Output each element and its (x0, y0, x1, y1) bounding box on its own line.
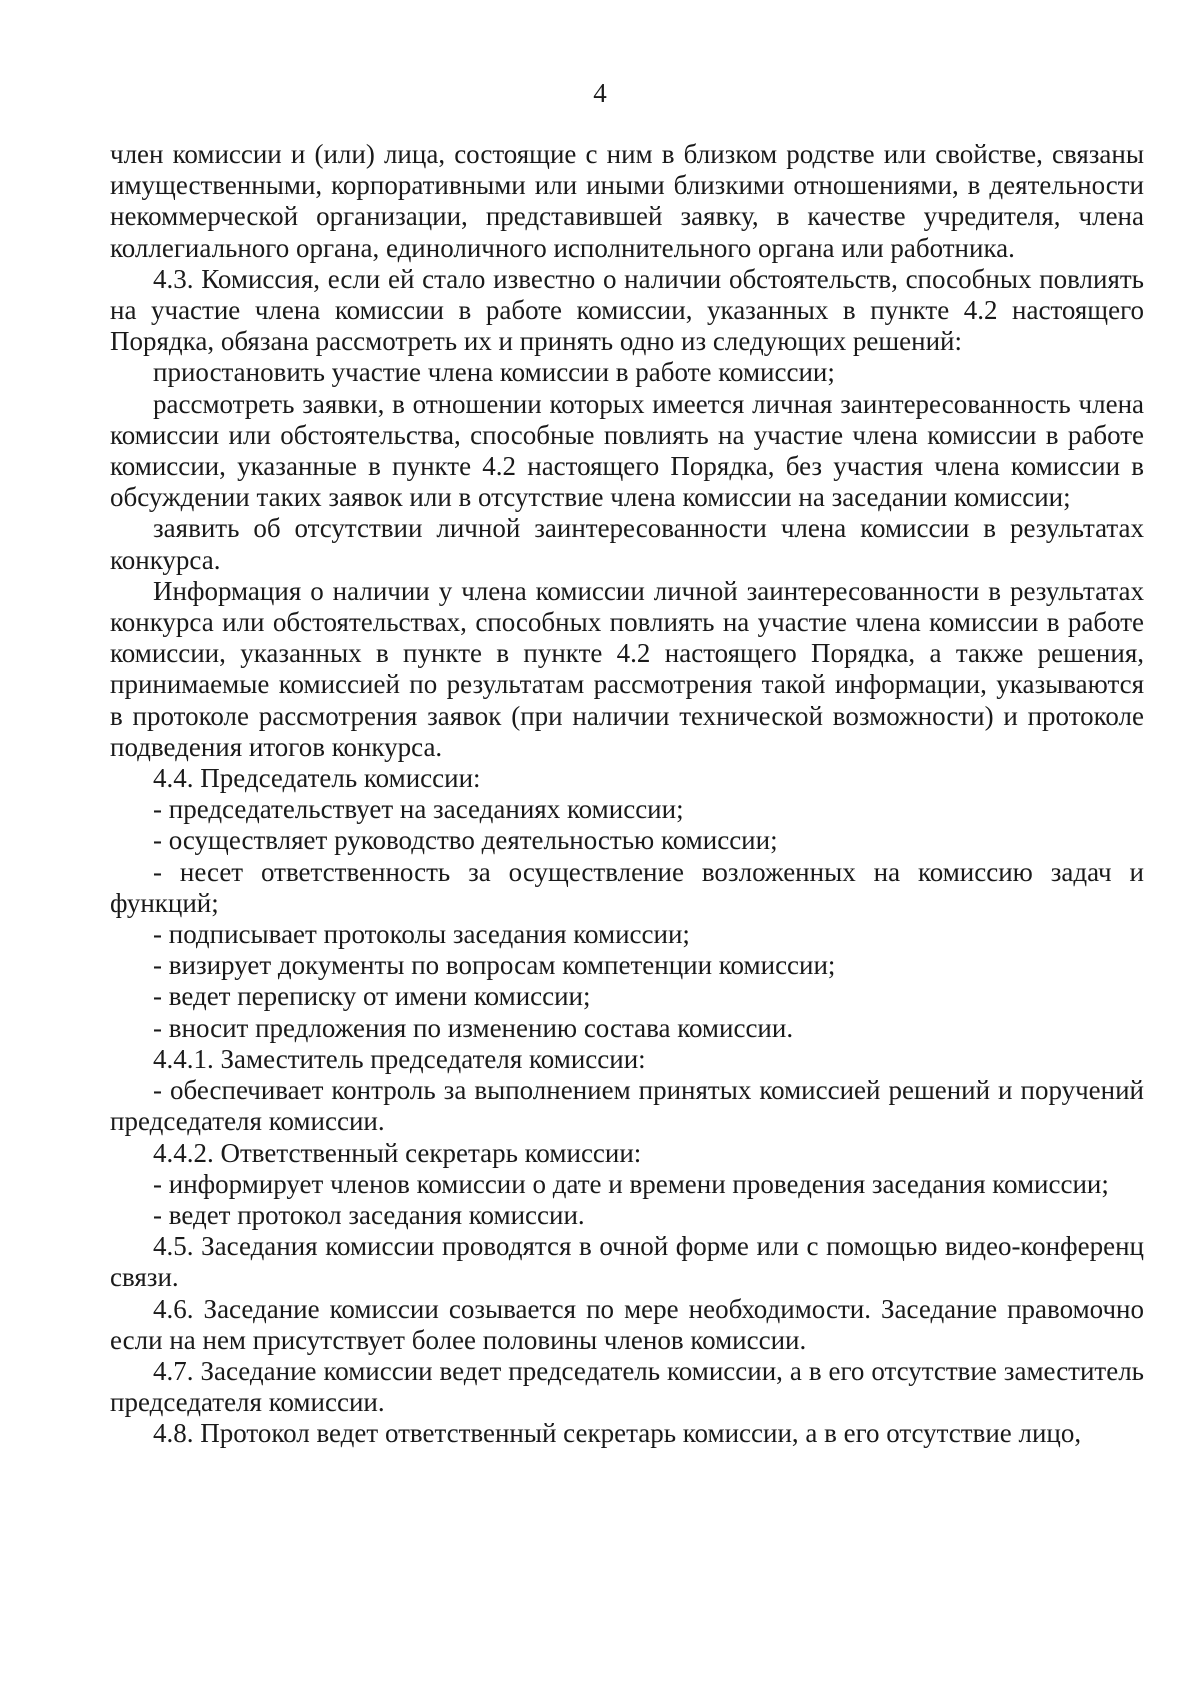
list-item: - ведет протокол заседания комиссии. (153, 1199, 585, 1230)
list-item: - ведет переписку от имени комиссии; (153, 981, 591, 1012)
paragraph-4-4: 4.4. Председатель комиссии: (153, 763, 481, 794)
paragraph-4-4-1: 4.4.1. Заместитель председателя комиссии: (153, 1043, 646, 1074)
list-item: - вносит предложения по изменению состава комиссии. (153, 1012, 794, 1043)
paragraph-information: Информация о наличии у члена комиссии личной заинтересованности в результатах конкурса или обстоятельствах, способных повлиять на участие члена комиссии в работе комиссии, указанных в пункте в пункте 4.2 настоящего Порядка, а также решения, принимаемые комиссией по результатам рассмотрения такой информации, указываются в протоколе рассмотрения заявок (при наличии технической возможности) и протоколе подведения итогов конкурса. (110, 575, 1144, 762)
paragraph-option-review: рассмотреть заявки, в отношении которых имеется личная заинтересованность члена комиссии или обстоятельства, способные повлиять на участие члена комиссии в работе комиссии, указанные в пункте 4.2 настоящего Порядка, без участия члена комиссии в обсуждении таких заявок или в отсутствие члена комиссии на заседании комиссии; (110, 388, 1144, 513)
document-body (110, 139, 1144, 1450)
paragraph-4-7: 4.7. Заседание комиссии ведет председатель комиссии, а в его отсутствие заместитель председателя комиссии. (110, 1355, 1144, 1418)
list-item: - несет ответственность за осуществление возложенных на комиссию задач и функций; (110, 856, 1144, 918)
paragraph-4-8: 4.8. Протокол ведет ответственный секретарь комиссии, а в его отсутствие лицо, (153, 1418, 1082, 1449)
list-item: - подписывает протоколы заседания комиссии; (153, 919, 690, 950)
list-item: - обеспечивает контроль за выполнением принятых комиссией решений и поручений председателя комиссии. (110, 1075, 1144, 1137)
list-item: - председательствует на заседаниях комиссии; (153, 794, 684, 825)
list-item: - визирует документы по вопросам компетенции комиссии; (153, 950, 836, 981)
page-number: 4 (593, 78, 607, 108)
paragraph-continuation: член комиссии и (или) лица, состоящие с ним в близком родстве или свойстве, связаны имущественными, корпоративными или иными близкими отношениями, в деятельности некоммерческой организации, представившей заявку, в качестве учредителя, члена коллегиального органа, единоличного исполнительного органа или работника. (110, 139, 1144, 263)
list-item: - информирует членов комиссии о дате и времени проведения заседания комиссии; (153, 1168, 1109, 1199)
paragraph-option-declare: заявить об отсутствии личной заинтересованности члена комиссии в результатах конкурса. (110, 513, 1144, 575)
paragraph-option-suspend: приостановить участие члена комиссии в работе комиссии; (153, 357, 835, 388)
paragraph-4-3: 4.3. Комиссия, если ей стало известно о наличии обстоятельств, способных повлиять на участие члена комиссии в работе комиссии, указанных в пункте 4.2 настоящего Порядка, обязана рассмотреть их и принять одно из следующих решений: (110, 263, 1144, 357)
paragraph-4-6: 4.6. Заседание комиссии созывается по мере необходимости. Заседание правомочно если на нем присутствует более половины членов комиссии. (110, 1293, 1144, 1355)
paragraph-4-5: 4.5. Заседания комиссии проводятся в очной форме или с помощью видео-конференц связи. (110, 1231, 1144, 1293)
list-item: - осуществляет руководство деятельностью комиссии; (153, 825, 778, 856)
paragraph-4-4-2: 4.4.2. Ответственный секретарь комиссии: (153, 1137, 642, 1168)
